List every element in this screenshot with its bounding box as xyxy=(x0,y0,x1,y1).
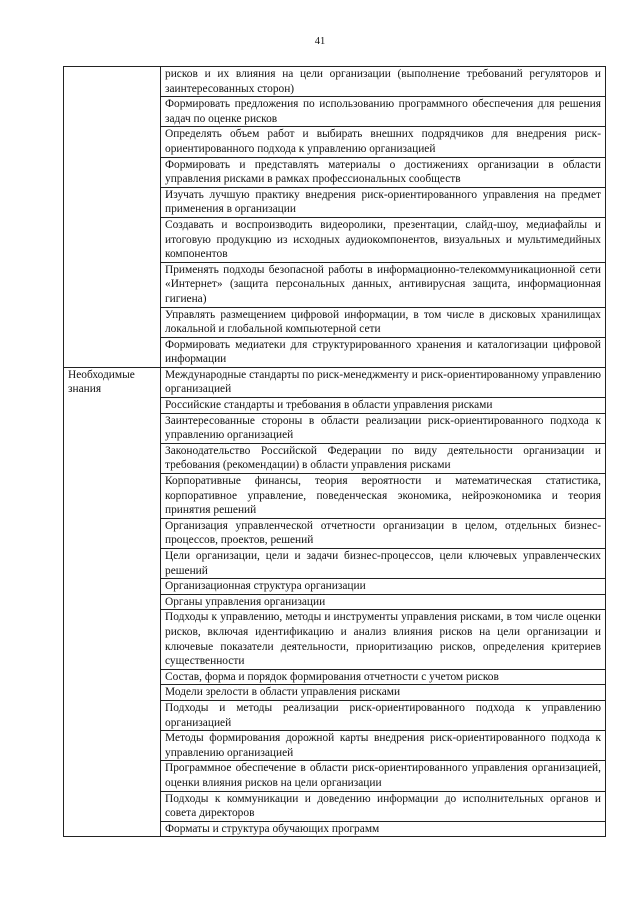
section-label: Необходимые знания xyxy=(64,367,161,836)
requirement-item: Методы формирования дорожной карты внедрения риск-ориентированного подхода к управлению организацией xyxy=(161,731,606,761)
table-row xyxy=(64,67,606,97)
requirement-item: Модели зрелости в области управления рисками xyxy=(161,685,606,701)
requirement-item: Изучать лучшую практику внедрения риск-ориентированного управления на предмет применения в организации xyxy=(161,187,606,217)
requirement-item: Организация управленческой отчетности организации в целом, отдельных бизнес-процессов, проектов, решений xyxy=(161,518,606,548)
requirement-item: Состав, форма и порядок формирования отчетности с учетом рисков xyxy=(161,669,606,685)
requirement-item: Цели организации, цели и задачи бизнес-процессов, цели ключевых управленческих решений xyxy=(161,549,606,579)
requirements-table-body xyxy=(64,67,606,837)
requirement-item: Организационная структура организации xyxy=(161,579,606,595)
requirement-item: Подходы к коммуникации и доведению информации до исполнительных органов и совета директоров xyxy=(161,791,606,821)
requirement-item: Корпоративные финансы, теория вероятности и математическая статистика, корпоративное управление, поведенческая экономика, нейроэкономика и теория принятия решений xyxy=(161,474,606,519)
requirement-item: Определять объем работ и выбирать внешних подрядчиков для внедрения риск-ориентированного подхода к управлению организацией xyxy=(161,127,606,157)
page-number: 41 xyxy=(314,36,326,47)
requirement-item: рисков и их влияния на цели организации (выполнение требований регуляторов и заинтересованных сторон) xyxy=(161,67,606,97)
requirement-item: Международные стандарты по риск-менеджменту и риск-ориентированному управлению организацией xyxy=(161,367,606,397)
section-label xyxy=(64,67,161,368)
requirement-item: Заинтересованные стороны в области реализации риск-ориентированного подхода к управлению организацией xyxy=(161,413,606,443)
requirement-item: Органы управления организации xyxy=(161,594,606,610)
requirement-item: Форматы и структура обучающих программ xyxy=(161,821,606,837)
requirements-table xyxy=(63,66,606,837)
requirement-item: Формировать и представлять материалы о достижениях организации в области управления рисками в рамках профессиональных сообществ xyxy=(161,157,606,187)
requirement-item: Формировать медиатеки для структурированного хранения и каталогизации цифровой информации xyxy=(161,337,606,367)
requirement-item: Программное обеспечение в области риск-ориентированного управления организацией, оценки влияния рисков на цели организации xyxy=(161,761,606,791)
requirement-item: Российские стандарты и требования в области управления рисками xyxy=(161,398,606,414)
requirement-item: Подходы и методы реализации риск-ориентированного подхода к управлению организацией xyxy=(161,700,606,730)
requirement-item: Формировать предложения по использованию программного обеспечения для решения задач по оценке рисков xyxy=(161,97,606,127)
table-row xyxy=(64,367,606,397)
requirement-item: Подходы к управлению, методы и инструменты управления рисками, в том числе оценки рисков, включая идентификацию и анализ влияния рисков на цели организации и ключевые показатели деятельности, приоритизацию рисков, определения критериев существенности xyxy=(161,610,606,669)
requirement-item: Управлять размещением цифровой информации, в том числе в дисковых хранилищах локальной и глобальной компьютерной сети xyxy=(161,307,606,337)
requirement-item: Применять подходы безопасной работы в информационно-телекоммуникационной сети «Интернет» (защита персональных данных, антивирусная защита, информационная гигиена) xyxy=(161,262,606,307)
requirement-item: Создавать и воспроизводить видеоролики, презентации, слайд-шоу, медиафайлы и итоговую продукцию из исходных аудиокомпонентов, визуальных и мультимедийных компонентов xyxy=(161,217,606,262)
requirement-item: Законодательство Российской Федерации по виду деятельности организации и требования (рекомендации) в области управления рисками xyxy=(161,443,606,473)
